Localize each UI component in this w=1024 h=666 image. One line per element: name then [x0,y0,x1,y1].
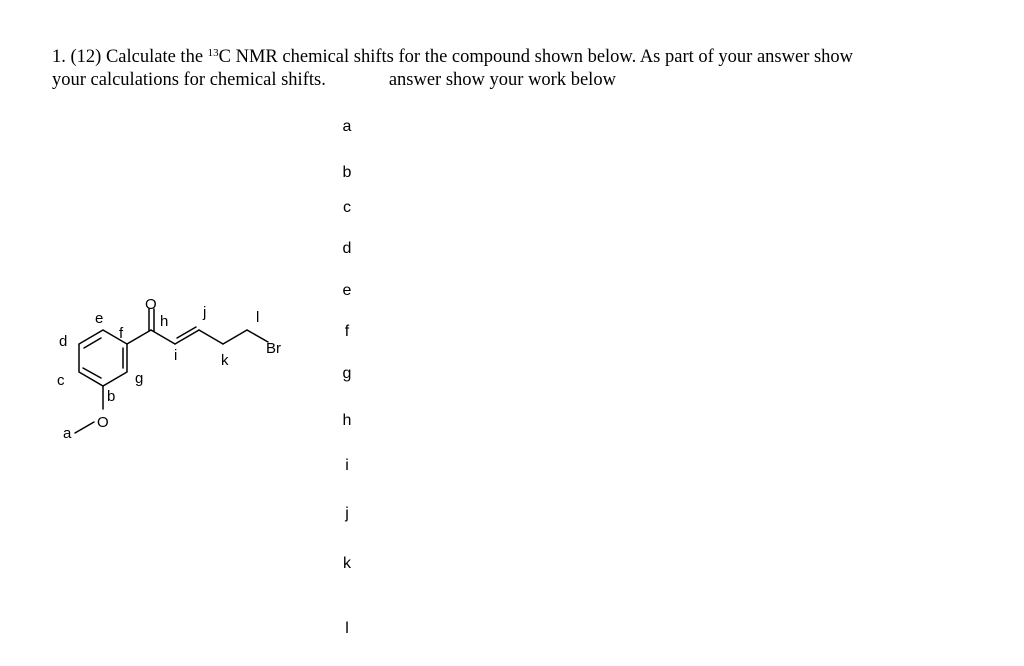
carbon-label-k: k [221,352,229,369]
answer-label-e: e [342,282,352,299]
isotope-superscript: 13 [207,47,219,59]
carbon-label-b: b [107,388,116,405]
question-prefix: 1. (12) Calculate the [52,47,208,67]
carbon-label-a: a [63,425,72,442]
carbon-label-h: h [160,313,169,330]
answer-label-g: g [342,365,352,382]
question-continuation: your calculations for chemical shifts. [52,70,326,90]
carbon-label-g: g [135,370,144,387]
chain-bond-1 [199,330,223,344]
carbon-label-l: l [256,309,260,326]
answer-label-c: c [343,199,351,216]
chain-bond-2 [223,330,247,344]
carbon-label-f: f [119,325,124,342]
carbon-label-e: e [95,310,104,327]
answer-label-i: i [345,457,349,474]
carbon-label-i: i [174,347,178,364]
alkene-double-bond [177,327,196,338]
carbon-label-j: j [203,304,207,321]
work-instruction: answer show your work below [388,70,616,90]
answer-label-h: h [342,412,352,429]
answer-label-b: b [342,164,352,181]
carbonyl-alkene-bond [151,330,175,344]
bromine-atom: Br [266,340,281,357]
aryl-carbonyl-bond [127,330,151,344]
answer-label-a: a [342,118,352,135]
carbon-label-d: d [59,333,68,350]
question-body: C NMR chemical shifts for the compound shown below. As part of your answer show [218,47,854,67]
oxygen-methyl-bond [75,422,94,433]
ether-oxygen: O [97,414,109,431]
answer-label-d: d [342,240,352,257]
answer-label-f: f [344,323,350,340]
chain-bond-3 [247,330,268,342]
carbon-label-c: c [57,372,65,389]
carbonyl-oxygen: O [145,296,157,313]
answer-label-j: j [345,505,349,522]
answer-label-list [334,0,364,666]
answer-label-k: k [343,555,351,572]
answer-label-l: l [345,620,349,637]
